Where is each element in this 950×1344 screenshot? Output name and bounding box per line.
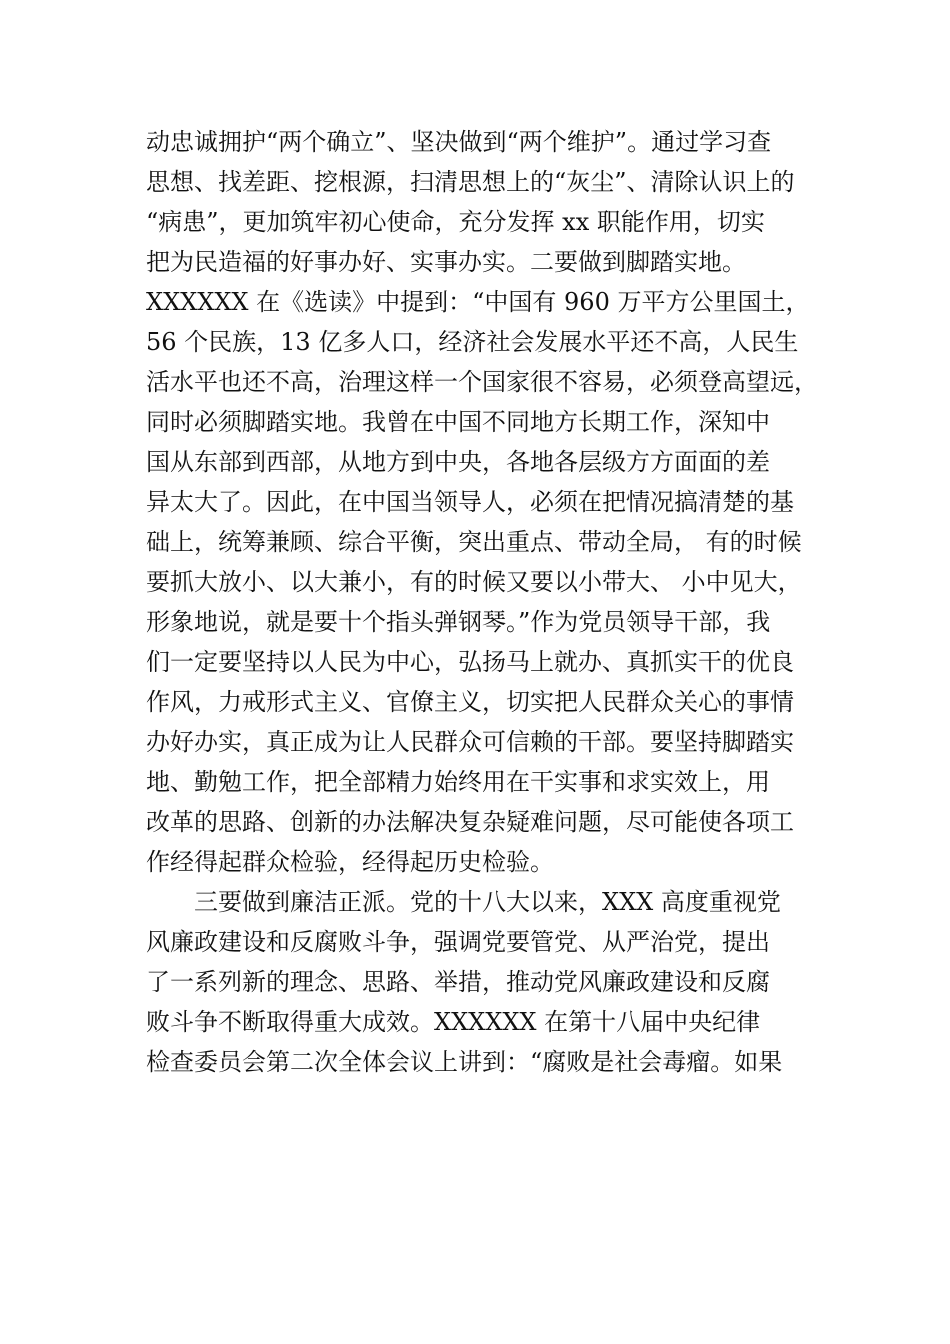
text-line: 办好办实，真正成为让人民群众可信赖的干部。要坚持脚踏实: [146, 728, 794, 756]
text-line: 败斗争不断取得重大成效。XXXXXX 在第十八届中央纪律: [146, 1008, 761, 1036]
text-line: “病患”，更加筑牢初心使命，充分发挥 xx 职能作用，切实: [146, 208, 765, 236]
text-line: 国从东部到西部，从地方到中央，各地各层级方方面面的差: [146, 448, 770, 476]
text-line: 动忠诚拥护“两个确立”、坚决做到“两个维护”。通过学习查: [146, 128, 772, 156]
text-line: XXXXXX 在《选读》中提到：“中国有 960 万平方公里国土，: [146, 288, 810, 316]
text-line: 形象地说，就是要十个指头弹钢琴。”作为党员领导干部，我: [146, 608, 771, 636]
text-line: 作风，力戒形式主义、官僚主义，切实把人民群众关心的事情: [146, 688, 794, 716]
body-text: [146, 122, 846, 1082]
text-line: 地、勤勉工作，把全部精力始终用在干实事和求实效上，用: [146, 768, 770, 796]
text-line: 检查委员会第二次全体会议上讲到：“腐败是社会毒瘤。如果: [146, 1048, 783, 1076]
text-line: 们一定要坚持以人民为中心，弘扬马上就办、真抓实干的优良: [146, 648, 794, 676]
text-line: 活水平也还不高，治理这样一个国家很不容易，必须登高望远，: [146, 368, 818, 396]
text-line: 要抓大放小、以大兼小，有的时候又要以小带大、 小中见大，: [146, 568, 802, 596]
text-line: 56 个民族，13 亿多人口，经济社会发展水平还不高，人民生: [146, 328, 799, 356]
text-line: 了一系列新的理念、思路、举措，推动党风廉政建设和反腐: [146, 968, 770, 996]
text-line: 把为民造福的好事办好、实事办实。二要做到脚踏实地。: [146, 248, 746, 276]
text-line: 思想、找差距、挖根源，扫清思想上的“灰尘”、清除认识上的: [146, 168, 795, 196]
text-line: 础上，统筹兼顾、综合平衡，突出重点、带动全局， 有的时候: [146, 528, 802, 556]
paragraph-start-line: 三要做到廉洁正派。党的十八大以来，XXX 高度重视党: [194, 888, 781, 916]
text-line: 作经得起群众检验，经得起历史检验。: [146, 848, 554, 876]
text-line: 风廉政建设和反腐败斗争，强调党要管党、从严治党，提出: [146, 928, 770, 956]
text-line: 异太大了。因此，在中国当领导人，必须在把情况搞清楚的基: [146, 488, 794, 516]
text-line: 改革的思路、创新的办法解决复杂疑难问题，尽可能使各项工: [146, 808, 794, 836]
text-line: 同时必须脚踏实地。我曾在中国不同地方长期工作，深知中: [146, 408, 770, 436]
